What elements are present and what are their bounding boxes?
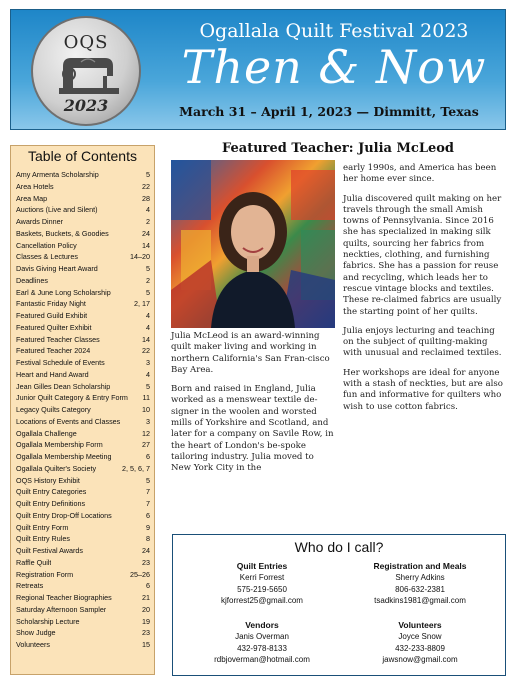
toc-entry-label: Auctions (Live and Silent) (16, 205, 98, 215)
bio-paragraph: Her workshops are ideal for anyone with a stash of neckties, but are also fun and informative for quilters who wish to use cotton fabrics. (343, 367, 503, 412)
toc-entry-label: Featured Quilter Exhibit (16, 322, 92, 332)
toc-entry[interactable] (16, 523, 150, 535)
toc-entry-page: 5 (146, 264, 150, 273)
contact-role: Volunteers (398, 620, 442, 630)
toc-entry[interactable] (16, 217, 150, 229)
toc-entry-label: Quilt Entry Categories (16, 487, 87, 497)
toc-entry-label: Saturday Afternoon Sampler (16, 604, 107, 614)
toc-entry-label: Show Judge (16, 628, 56, 638)
toc-entry-label: Quilt Entry Drop-Off Locations (16, 510, 112, 520)
toc-entry[interactable] (16, 617, 150, 629)
toc-entry-page: 3 (146, 358, 150, 367)
contact-phone: 432-978-8133 (237, 643, 287, 653)
contact-registration (345, 560, 495, 607)
toc-entry[interactable] (16, 640, 150, 652)
toc-entry-label: Registration Form (16, 569, 74, 579)
toc-entry[interactable] (16, 593, 150, 605)
bio-paragraph: Julia McLeod is an award-winning quilt maker living and working in northern California's San Fran-cisco Bay Area. (171, 331, 330, 375)
toc-entry-label: Cancellation Policy (16, 240, 77, 250)
toc-entry-page: 2, 5, 6, 7 (122, 463, 150, 473)
contact-email[interactable]: rdbjoverman@hotmail.com (214, 655, 310, 664)
toc-entry[interactable] (16, 605, 150, 617)
toc-entry-label: Retreats (16, 581, 44, 591)
toc-entry-page: 23 (142, 628, 150, 638)
contact-role: Vendors (245, 620, 279, 630)
toc-entry[interactable] (16, 534, 150, 546)
toc-entry-page: 27 (142, 440, 150, 450)
toc-entry-page: 20 (142, 604, 150, 614)
toc-entry[interactable] (16, 558, 150, 570)
toc-entry-page: 19 (142, 616, 150, 626)
toc-entry[interactable] (16, 170, 150, 182)
toc-entry-page: 6 (146, 510, 150, 520)
toc-entry[interactable] (16, 370, 150, 382)
contact-phone: 575-219-5650 (237, 584, 287, 594)
contact-quilt-entries (187, 560, 337, 607)
toc-heading: Table of Contents (28, 148, 137, 164)
contact-name: Janis Overman (235, 632, 289, 641)
theme-title: Then & Now (181, 40, 487, 94)
toc-entry-page: 15 (142, 640, 150, 649)
toc-entry-page: 24 (142, 228, 150, 238)
bio-paragraph: Julia discovered quilt making on her travels through the small Amish towns of Pennsylvania. Since 2016 she has specialized in making silk quilts, sourcing her fabrics from neckties, clothing, and furnishing fabrics. She has a passion for reuse and recycling, which leads her to rescue vintage blocks and textiles. These re-claimed fabrics are usually the starting point of her quilts. (343, 193, 502, 317)
bio-paragraph: early 1990s, and America has been her home ever since. (343, 163, 497, 185)
toc-entry-page: 4 (146, 205, 150, 215)
toc-entry[interactable] (16, 299, 150, 311)
oqs-logo (31, 16, 141, 126)
toc-entry-label: Amy Armenta Scholarship (16, 170, 99, 179)
toc-entry-page: 10 (142, 405, 150, 414)
toc-entry-page: 14–20 (130, 252, 150, 262)
toc-entry[interactable] (16, 429, 150, 441)
contact-role: Quilt Entries (236, 561, 288, 571)
toc-entry-label: Locations of Events and Classes (16, 416, 121, 426)
toc-entry-page: 6 (146, 452, 150, 461)
contacts-box (172, 534, 506, 676)
toc-entry[interactable] (16, 358, 150, 370)
toc-entry-label: Featured Guild Exhibit (16, 311, 88, 320)
toc-entry[interactable] (16, 241, 150, 253)
toc-entry-label: Earl & June Long Scholarship (16, 287, 111, 297)
teacher-photo (171, 160, 335, 328)
toc-entry-label: Fantastic Friday Night (16, 299, 86, 309)
toc-entry-page: 23 (142, 557, 150, 567)
toc-entry-label: Legacy Quilts Category (16, 405, 91, 414)
header-banner (10, 9, 506, 130)
toc-entry-label: Junior Quilt Category & Entry Form (16, 393, 128, 403)
contact-name: Joyce Snow (398, 632, 442, 641)
toc-entry-label: Ogallala Membership Form (16, 440, 103, 450)
logo-text-top: OQS (63, 32, 109, 53)
toc-entry-label: Scholarship Lecture (16, 616, 80, 626)
toc-entry[interactable] (16, 335, 150, 347)
toc-entry[interactable] (16, 252, 150, 264)
toc-entry-page: 22 (142, 181, 150, 191)
contact-volunteers (345, 619, 495, 666)
contacts-heading: Who do I call? (294, 539, 384, 555)
toc-entry-page: 2 (146, 217, 150, 226)
toc-entry[interactable] (16, 382, 150, 394)
toc-entry-page: 24 (142, 546, 150, 555)
teacher-portrait-image (171, 160, 335, 328)
contact-name: Sherry Adkins (395, 573, 445, 582)
toc-entry-label: Area Hotels (16, 181, 54, 191)
toc-entry-page: 2, 17 (134, 299, 150, 309)
contact-phone: 432-233-8809 (395, 643, 445, 653)
bio-paragraph: Born and raised in England, Julia worked as a menswear textile de-signer in the woolen and worsted mills of Yorkshire and Scotland, and later for a company on Savile Row, in the heart of London's be-spoke tailoring industry. Julia moved to New York City in the (171, 384, 334, 474)
toc-entry[interactable] (16, 628, 150, 640)
bio-paragraph: Julia enjoys lecturing and teaching on the subject of quilting-making with unusual and reclaimed textiles. (343, 325, 502, 359)
toc-entry[interactable] (16, 476, 150, 488)
toc-entry-page: 28 (142, 193, 150, 203)
toc-entry-label: Raffle Quilt (16, 557, 52, 567)
toc-entry-label: Ogallala Membership Meeting (16, 452, 112, 461)
toc-entry-page: 7 (146, 499, 150, 508)
contact-email[interactable]: tsadkins1981@gmail.com (374, 596, 466, 605)
toc-entry-page: 5 (146, 287, 150, 297)
toc-entry-page: 14 (142, 240, 150, 250)
toc-entry-label: Area Map (16, 193, 48, 203)
toc-entry-label: Davis Giving Heart Award (16, 264, 98, 273)
toc-entry[interactable] (16, 464, 150, 476)
toc-entry[interactable] (16, 194, 150, 206)
toc-entry-label: Volunteers (16, 640, 50, 649)
toc-entry-label: Deadlines (16, 275, 48, 285)
featured-teacher-heading: Featured Teacher: Julia McLeod (221, 141, 454, 156)
toc-entry[interactable] (16, 417, 150, 429)
toc-entry[interactable] (16, 546, 150, 558)
contact-role: Registration and Meals (373, 561, 467, 571)
contact-email[interactable]: kjforrest25@gmail.com (221, 596, 303, 605)
toc-entry-page: 4 (146, 311, 150, 320)
toc-entry-page: 4 (146, 369, 150, 379)
toc-entry[interactable] (16, 570, 150, 582)
toc-entry-page: 9 (146, 522, 150, 532)
toc-entry[interactable] (16, 393, 150, 405)
logo-year: 2023 (63, 96, 109, 115)
toc-entry-page: 6 (146, 581, 150, 591)
toc-entry-label: Jean Gilles Dean Scholarship (16, 381, 111, 391)
toc-entry-label: Ogallala Challenge (16, 428, 77, 438)
toc-entry-label: Quilt Entry Rules (16, 534, 70, 544)
toc-entry-page: 25–26 (130, 569, 150, 579)
toc-entry[interactable] (16, 487, 150, 499)
toc-entry-label: Ogallala Quilter's Society (16, 463, 97, 473)
toc-entry[interactable] (16, 581, 150, 593)
toc-entry-page: 5 (146, 475, 150, 485)
toc-entry[interactable] (16, 511, 150, 523)
toc-entry[interactable] (16, 323, 150, 335)
toc-entry[interactable] (16, 182, 150, 194)
toc-entry[interactable] (16, 205, 150, 217)
toc-entry-page: 3 (146, 416, 150, 426)
toc-entry-label: Festival Schedule of Events (16, 358, 105, 367)
toc-list (16, 170, 150, 652)
toc-entry-label: Regional Teacher Biographies (16, 593, 112, 602)
toc-entry[interactable] (16, 229, 150, 241)
toc-entry-label: Featured Teacher Classes (16, 334, 100, 344)
toc-entry-page: 5 (146, 381, 150, 391)
toc-entry-label: Heart and Hand Award (16, 369, 89, 379)
bio-column-left (171, 331, 335, 483)
contact-vendors (187, 619, 337, 666)
table-of-contents (10, 145, 155, 675)
toc-entry[interactable] (16, 499, 150, 511)
toc-entry[interactable] (16, 288, 150, 300)
toc-entry[interactable] (16, 440, 150, 452)
toc-entry-page: 14 (142, 334, 150, 344)
festival-dates: March 31 – April 1, 2023 — Dimmitt, Texas (179, 104, 479, 119)
toc-entry-page: 7 (146, 487, 150, 497)
toc-entry-page: 22 (142, 346, 150, 356)
toc-entry-label: Featured Teacher 2024 (16, 346, 91, 356)
toc-entry-label: Quilt Entry Definitions (16, 499, 86, 508)
toc-entry-page: 11 (142, 393, 150, 403)
toc-entry-page: 4 (146, 322, 150, 332)
contact-phone: 806-632-2381 (395, 584, 445, 594)
toc-entry[interactable] (16, 346, 150, 358)
toc-entry-label: Baskets, Buckets, & Goodies (16, 228, 109, 238)
bio-column-right (343, 163, 507, 421)
toc-entry-label: Quilt Festival Awards (16, 546, 83, 555)
toc-entry[interactable] (16, 264, 150, 276)
toc-entry[interactable] (16, 405, 150, 417)
toc-entry-label: Quilt Entry Form (16, 522, 69, 532)
toc-entry-label: OQS History Exhibit (16, 475, 80, 485)
toc-entry-label: Classes & Lectures (16, 252, 78, 262)
contact-email[interactable]: jawsnow@gmail.com (382, 655, 458, 664)
contact-name: Kerri Forrest (239, 573, 285, 582)
toc-entry[interactable] (16, 452, 150, 464)
toc-entry-page: 5 (146, 170, 150, 179)
festival-title: Ogallala Quilt Festival 2023 (199, 20, 469, 42)
toc-entry-label: Awards Dinner (16, 217, 64, 226)
toc-entry-page: 8 (146, 534, 150, 544)
toc-entry-page: 2 (146, 275, 150, 285)
toc-entry[interactable] (16, 276, 150, 288)
toc-entry-page: 12 (142, 428, 150, 438)
toc-entry[interactable] (16, 311, 150, 323)
toc-entry-page: 21 (142, 593, 150, 602)
